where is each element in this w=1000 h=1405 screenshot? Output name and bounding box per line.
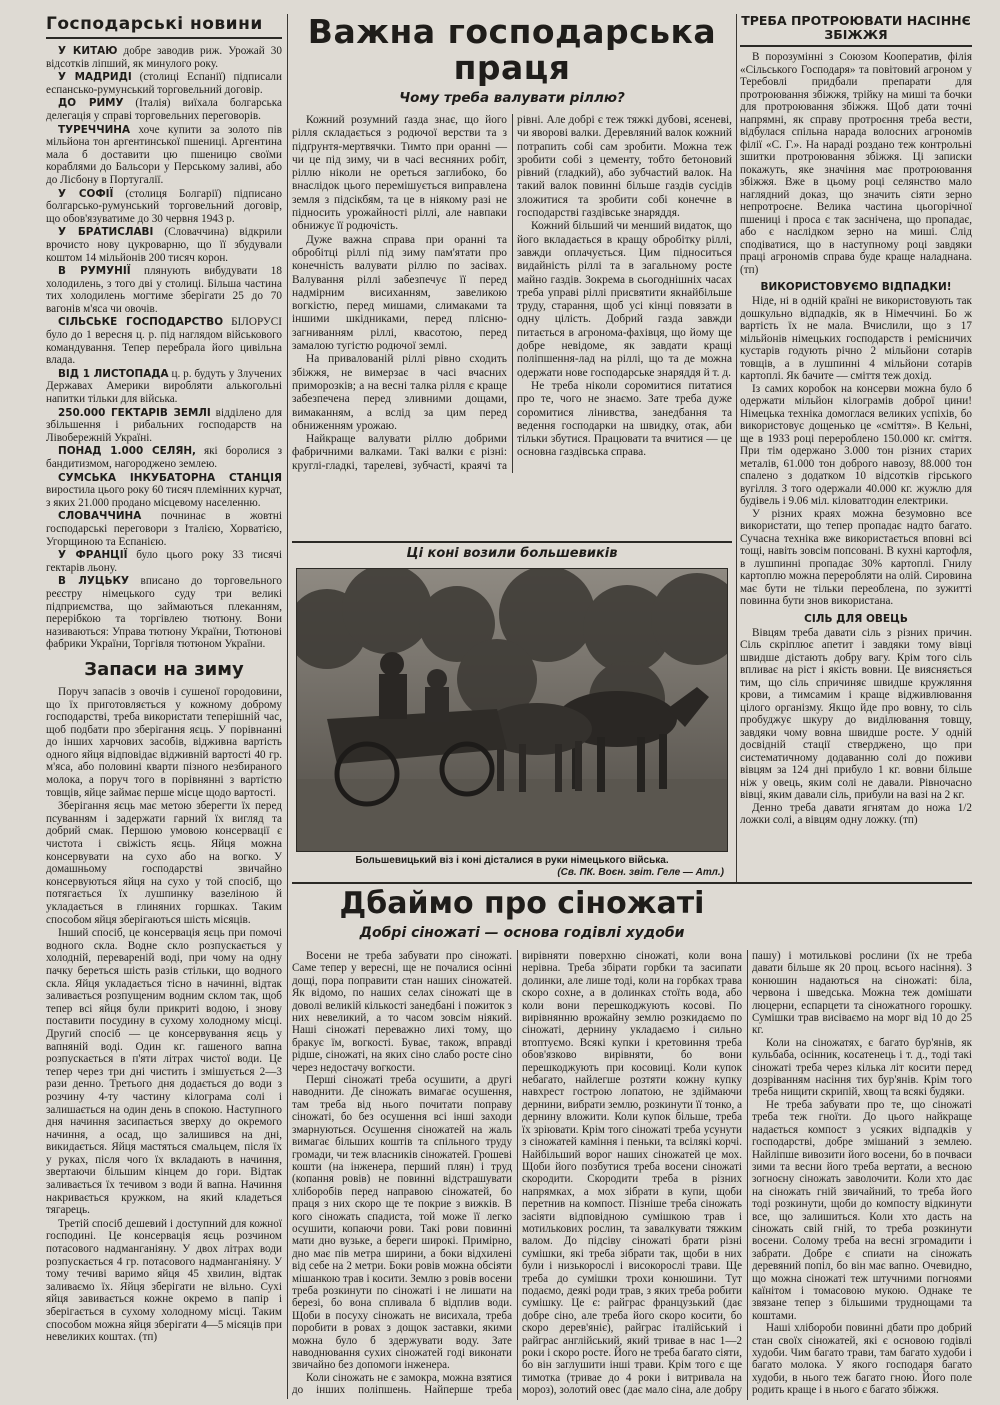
- main-paragraph: Дуже важна справа при оранні та обробітці ріллі під зиму пам'ятати про конечність валувати ріллю по засівах. Валування ріллі забезпечує її перед надмірним висиханням, завеликою вогкістю, перед мишами, слимаками та іншими шкідниками, перед плісню-загниванням ріллі, квасотою, перед замалою тугістю родючої землі.: [292, 233, 507, 353]
- main-paragraph: На привалованій ріллі рівно сходить збіжжя, не вимерзає в часі вчасних приморозків; а на весні талка рілля є краще забезпечена перед зливними дощами, вимаканням, а вслід за цим перед обниженням урожаю.: [292, 353, 507, 432]
- main-article: [292, 14, 732, 539]
- news-item-lead: У МАДРИДІ: [58, 71, 132, 84]
- news-item: 250.000 ГЕКТАРІВ ЗЕМЛІ відділено для збільшення і рибальних господарств на Лівобережній Україні.: [46, 406, 282, 444]
- waste-paragraph: Ніде, ні в одній країні не використовують так дошкульно відпадків, як в Німеччині. Бо ж вартість їх не мала. Вчислили, що з 17 мільйонів німецьких господарств і ремісничих кустарів годують річно 2 мільйони сотарів товщів, а в лушпинні 4 мільйони сотарів картоплі. Як бачите — сміття теж дохід.: [740, 295, 972, 382]
- waste-body: [740, 295, 972, 608]
- stocks-paragraph: Третій спосіб дешевий і доступний для кожної господині. Це консервація яєць розчином потасового надманганіяну. У двох літрах води розпускається 4 гр. потасового надманганіяну. У тому течиві варимо яйця 45 хвилин, відтак заливаємо їх. Яйця зберігати не вільно. Сухі яйця завивається кожне окремо в папір і зберігається в сухому холодному місці. Таким способом можна яйця зберігати 4—5 місяців при невеликих коштах. (тп): [46, 1217, 282, 1344]
- news-item: У МАДРИДІ (столиці Еспанії) підписали еспансько-румунський торговельний договір.: [46, 71, 282, 96]
- news-item-lead: В ЛУЦЬКУ: [58, 575, 129, 588]
- hay-paragraph: Наші хлібороби повинні дбати про добрий стан своїх сіножатей, які є основою годівлі худоби. Чим багато трави, там багато худоби і багато молока. У якого господаря багато худоби, в нього теж багато гною. Його поле родить краще і в нього є багато збіжжя.: [752, 1322, 972, 1397]
- salt-body: [740, 627, 972, 827]
- column-divider: [287, 14, 288, 1399]
- news-item-lead: У БРАТИСЛАВІ: [58, 226, 154, 239]
- news-item: ДО РИМУ (Італія) виїхала болгарська делегація у справі торговельних переговорів.: [46, 97, 282, 122]
- news-item-lead: ПОНАД 1.000 СЕЛЯН,: [58, 445, 196, 458]
- news-item-lead: СУМСЬКА ІНКУБАТОРНА СТАНЦІЯ: [58, 471, 282, 484]
- news-item-lead: 250.000 ГЕКТАРІВ ЗЕМЛІ: [58, 406, 211, 419]
- main-headline: Важна господарська праця: [307, 14, 717, 87]
- main-paragraph: Кожний розумний ґазда знає, що його рілля складається з родючої верстви та з підґрунтя-мертвячки. Тимто при оранні — чи це під зиму, чи в часі весняних робіт, ріллю ніколи не ореться заглибоко, бо внаслідок цього перемішується виправлена земля з підсікбям, та це в ніякому разі не підносить урожайності ріллі, але навпаки обнижує її родючість.: [292, 114, 507, 233]
- section-divider: [292, 882, 972, 884]
- hay-paragraph: Перші сіножаті треба осушити, а другі наводнити. Де сіножать вимагає осушення, там треба від нього почитати поправу сіножаті, бо без осушення всі інші заходи змарнуються. Осушення сіножатей на жаль вимагає більших коштів та спільного труду громади, чи теж власників сіножатей. Грошеві кошти (на інженера, перший плян) і труд (копання ровів) не повинні відстрашувати хліборобів перед направою сіножатей, бо праця з них скоро ще те покрие з вижків. В кого сіножать спадиста, той може її легко осушити, копаючи рови. Такі рови повинні мати дно вузьке, а береги широкі. Примірно, дно має пів метра ширини, а боки відхилені від себе на 2 метри. Боки ровів можна обсіяти мішанкою трав і косити. Землю з ровів восени треба розкинути по сіножаті і не лишати на березі, бо вона спливала б відплив води. Щоби в посуху сіножать не висихала, треба поробити в ровах з дощок заставки, якими можна було б здержувати воду. Зате наводнювання сухих сіножатей годі виконати звичайно без допомоги інженера.: [292, 1074, 512, 1372]
- main-paragraph: Найкраще валувати ріллю добрими фабричними валками. Такі валки є різні: круглі-гладкі, тарелеві, зубчасті, краячі та рівні. Але добрі є теж тяжкі дубові, ясеневі, чи яворові валки. Деревляний валок кожний потрапить собі сам зробити. Можна теж зробити собі з цементу, тобто бетоновий рівний (гладкий), або зубчастий валок. На такий валок повинні більше газдів сусідів зложитися та зробити собі конечне в господарстві газдівське знаряддя.: [292, 114, 732, 472]
- hay-paragraph: Восени не треба забувати про сіножаті. Саме тепер у вересні, ще не почалися осінні дощі, пора поправити стан наших сіножатей. Як відомо, по наших селах сіножаті ще в доволі великій кількості занедбані і пожиток з них невеликий, а то часом зовсім ніякий. Наші сіножаті переважно лихі тому, що бракує їм, вогкості. Буває, також, вправді рідше, сіножаті, на яких сіно слабо росте сіно через недостачу вогкости.: [292, 950, 512, 1074]
- economic-news-rubric: Господарські новини: [46, 14, 282, 39]
- news-item: СЛОВАЧЧИНА почнинає в жовтні господарські переговори з Італією, Хорватією, Угорщиною та Еспанією.: [46, 510, 282, 548]
- column-divider: [736, 14, 737, 884]
- hay-paragraph: Коли на сіножатях, є багато бур'янів, як кульбаба, осінник, косатенець і т. д., тоді такі сіножаті треба через кілька літ косити перед дозріванням насіння тих бур'янів. Крім того треба нищити скрипій, хвощ та всякі будяки.: [752, 1036, 972, 1099]
- hay-headline: Дбаймо про сіножаті: [339, 886, 705, 921]
- stocks-title: Запаси на зиму: [84, 658, 244, 680]
- news-item: СІЛЬСЬКЕ ГОСПОДАРСТВО БІЛОРУСІ було до 1 вересня ц. р. під наглядом військового командування. Тепер перебрала його цивільна влада.: [46, 316, 282, 367]
- photo-caption: [296, 855, 728, 879]
- waste-paragraph: Із самих коробок на консерви можна було б одержати мільйон кілограмів доброї цини! Німецька техніка домоглася великих успіхів, бо використовує дощенько це «сміття». В Кельні, ще в 1933 році перероблено 150.000 кг. сміття. При тім одержано 3.000 тон різних старих металів, 61.000 тон доброго навозу, 88.000 тон спалено з додатком 10 відсотків гірського вугілля. З того одержали 40.000 кг. жужлю для будівель і 9.06 міл. кіловатгодин електрики.: [740, 382, 972, 507]
- news-item: СУМСЬКА ІНКУБАТОРНА СТАНЦІЯ виростила цього року 60 тисяч племінних курчат, з яких 21.000 продано місцевому населенню.: [46, 471, 282, 509]
- news-item: В ЛУЦЬКУ вписано до торговельного реєстру німецького суду три великі підприємства, що займаються плеканням, перерібкою та торгівлею тютюну. Вони називаються: Управа тютюну України, Тютюнові фабрики України, Торгівля тютюном України.: [46, 575, 282, 651]
- news-item-lead: У ФРАНЦІЇ: [58, 549, 128, 562]
- seed-treatment-title: ТРЕБА ПРОТРОЮВАТИ НАСІННЄ ЗБІЖЖЯ: [740, 14, 972, 47]
- stocks-paragraph: Зберігання яєць має метою зберегти їх перед псуванням і задержати гарний їх вигляд та добрий смак. Першою умовою консервації є чистота і свіжість яєць. Яйця можна консервувати на сухо або на вогко. У домашньому господарстві звичайно консервуються яйця на сухо у той спосіб, що потягається їх лушпинку вазеліною й укладається в глиняних горшках. Таким способом яйця зберігаються шість місяців.: [46, 800, 282, 926]
- left-column: [46, 14, 282, 1399]
- hay-subheadline: Добрі сіножаті — основа годівлі худоби: [359, 925, 685, 941]
- photo-credit: (Св. ПК. Воєн. звіт. Геле — Атл.): [557, 867, 724, 878]
- photo-horse-cart-image: [297, 569, 728, 852]
- main-subheadline: Чому треба валувати ріллю?: [399, 90, 625, 106]
- news-item-lead: У СОФІЇ: [58, 187, 114, 200]
- seed-paragraph: В порозумінні з Союзом Кооператив, філія «Сільського Господаря» та повітовий агроном у Теребовлі придбали препарати для протроювання збіжжя, трійку на мишi та бочки для протроювання збіжжя. Щоб дати точні напрямні, як справу протроєння треба вести, відбулася спільна нарада волосних агрономів філії «С. Г.». На нараді роздано теж контрольні зшитки протроювання збіжжя. Ці записки покажуть, яке значіння має протроювання збіжжя. Вже в цьому році селянство мало наглядний доказ, що значить сіяти зерно непротроєне. Велика частина цьогорічної пшениці і проса є так заснічена, що пропадає, або є наслідком зерно на мишi. Слід сподіватися, що в наступному році завдяки праці агрономів справа буде краще наладнана. (тп): [740, 51, 972, 276]
- news-item-lead: СЛОВАЧЧИНА: [58, 510, 142, 523]
- news-item: У СОФІЇ (столиця Болгарії) підписано болгарсько-румунський торговельний договір, що обов'язуватиме до 30 червня 1943 р.: [46, 187, 282, 225]
- salt-paragraph: Денно треба давати ягнятам до ножа 1/2 ложки солі, а вівцям одну ложку. (тп): [740, 801, 972, 826]
- news-item-lead: В РУМУНІЇ: [58, 265, 131, 278]
- hay-paragraph: Не треба забувати про те, що сіножаті треба теж гноїти. До цього найкраще надається компост з усяких відпадків у господарстві, добре змішаний з землею. Найліпше вивозити його восени, бо в почваси зими та весни його треба вертати, а весною зогноєну сіножать заволочити. Коли хто дає на сіножать гній звичайний, то треба його тоді розкинути, щоби до компосту відкинути все, що залишиться. Коли хто дасть на сіножать свій гній, то треба розкинути восени. Солому треба на весні згромадити і забрати. Добре є спиати на сіножать деревяний попіл, бо він має вапно. Очевидно, що можна сіножаті теж штучними погноями каїнітом і томасовою мукою. Однаке те звязане тепер з більшими труднощами та коштами.: [752, 1098, 972, 1322]
- salt-title: СІЛЬ ДЛЯ ОВЕЦЬ: [804, 612, 908, 625]
- news-item-lead: ДО РИМУ: [58, 97, 124, 110]
- news-item: У БРАТИСЛАВІ (Словаччина) відкрили врочисто нову цукроварню, що її збудували коштом 14 мільйонів 200 тисяч корон.: [46, 226, 282, 264]
- stocks-paragraph: Інший спосіб, це консервація яєць при помочі водного скла. Водне скло розпускається у холодній, перевареній воді, при чому на одну пачку береться шість разів стільки, що водного скла. Яйця укладається тісно в начинні, відтак заливається розпущеним водним склом так, щоб тепер всі яйця були прикриті водою, і знову поставити посудину в сухому холодному місці. Другий спосіб — це консервування яєць у вапняній воді. Один кг. гашеного вапна розпускається в п'яти літрах чистої води. Це тепер через три дні чистить і змішується 2—3 рази денно. Третього дня додається до води з розчину 4-ту частину кілограма солі і залишається на один день в спокою. Наступного дня начиння засипається зверху до окремого начиння, а осад, що залишився на дні, викидається. Яйця мастяться смальцем, після їх у руках, після чого їх вкладають в начиння, звертаючи більшим кінцем до гори. Відтак заливається їх течивом з води й вапна. Начиння накривається кружком, на який кладеться тягарець.: [46, 927, 282, 1217]
- hay-body: [292, 950, 972, 1400]
- stocks-article: [46, 686, 282, 1344]
- news-item-lead: ВІД 1 ЛИСТОПАДА: [58, 367, 169, 380]
- news-item: У ФРАНЦІЇ було цього року 33 тисячі гектарів льону.: [46, 549, 282, 574]
- photo-title: Ці коні возили большевиків: [406, 546, 618, 561]
- stocks-paragraph: Поруч запасів з овочів і сушеної городовини, що їх приготовляється у кожному доброму господарстві, треба використати теперішній час, щоб подбати про зберігання яєць. У порівнанні до інших харчових засобів, відживна вартість одного яйця відповідає відживній вартості 40 гр. м'яса, або половині кварти пізного незбираного молока, а поруч того в порівнянні з вартістю товщів, яйце займає перше місце щодо вартості.: [46, 685, 282, 799]
- news-list: [46, 45, 282, 651]
- news-item-lead: СІЛЬСЬКЕ ГОСПОДАРСТВО: [58, 316, 224, 329]
- section-divider: [292, 541, 732, 543]
- hay-paragraph: Коли сіножать не є замокра, можна взятися до інших поліпшень. Найперше треба вирівняти поверхню сіножаті, коли вона нерівна. Треба збірати горбки та засипати долинки, але лише тоді, коли на горбках трава скоро сохне, а в долинках стоїть вода, або коли вони перешкоджують косові. По вирівнянню врожайну землю розкидаємо по сіножаті, дернину укладаємо і сильно втоптуємо. Всякі купки і кретовиння треба обов'язково вирівняти, бо вони перешкоджують при косовиці. Коли купок небагато, найлегше розтяти кожну купку навхрест гострою лопатою, не здіймаючи дернини, вибрати землю, розкинути її тонко, а дернину вложити. Коли купок більше, треба їх зріювати. Крім того сіножаті треба усунути з сіножатей каміння і пеньки, та всілякі корчі. Найбільший ворог наших сіножатей це мох. Щоби його позбутися треба восени сіножаті скородити. Скородити треба в різних напрямках, а мох зібрати в купи, щоби перетнив на компост. Пізніше треба сіножать засіяти відповідною сумішкою трав і мотилькових рослин, та завалкувати тяжким валом. До підсіву сіножаті брати різні сумішки, які треба зібрати так, щоби в них були і низькорослі і високорослі трави. Ще треба до сумішки трохи конюшини. Тут подаємо, деякі роди трав, з яких треба робити сумішку. Це є: райграс французький (дає добре сіно, але треба його скоро косити, бо скоро дерев'яніє), райграс італійський і райграс англійський, який тривае в нас 1—2 роки і скоро росте. Його не треба багато сіяти, бо він заглушити інші трави. Крім того є ще тимотка (тривае до 4 роки і витривала на мороз), золотий овес (дає мало сіна, але добру пашу) і мотилькові рослини (їх не треба давати більше як 20 проц. всього насіння). З конюшин надаються на сіножаті: біла, червона і шведська. Можна теж домішати люцерни, еспарцети та сіножатного горошку. Сумішки трав висіваємо на морг від 10 до 25 кг.: [292, 950, 972, 1397]
- news-item: У КИТАЮ добре заводив риж. Урожай 30 відсотків ліпший, як минулого року.: [46, 45, 282, 70]
- salt-paragraph: Вівцям треба давати сіль з різних причин. Сіль скріплює апетит і завдяки тому вівці швидше дістають добру вагу. Крім того сіль впливає на ріст і якість вовни. Це виясняється тим, що сіль спричиняє швидше кружляння крови, а тимсамим і краще відживлювання цілого організму. Якщо йде про вовну, то сіль пробуджує шкуру до виділювання товщу, завдяки чому вовна швидше росте. У одній досвідній стації стверджено, що при систематичному додаванню солі до поживи вівцям за 124 дні прибуло 1 кг. вовни більше ніж у овець, яким солі не давали. Рівночасно вівці, яким давали сіль, прибули на вазі на 2 кг.: [740, 626, 972, 801]
- news-item-lead: У КИТАЮ: [58, 45, 118, 57]
- photo-caption-text: Большевицький віз і коні дісталися в руки німецького війська.: [355, 855, 669, 866]
- photo-horse-cart: [296, 568, 728, 852]
- news-item: ВІД 1 ЛИСТОПАДА ц. р. будуть у Злучених Державах Америки виробляти алькогольні напитки тільки для війська.: [46, 367, 282, 406]
- news-item: ПОНАД 1.000 СЕЛЯН, які боролися з бандитизмом, нагороджено землею.: [46, 445, 282, 470]
- main-body: [292, 114, 732, 473]
- main-paragraph: Не треба ніколи соромитися питатися про те, чого не знаємо. Зате треба дуже соромитися лінивства, занедбання та ведення господарки на швидку, отак, аби тільки збутися. Працювати та вчитися — це основна газдівська справа.: [517, 379, 732, 459]
- main-paragraph: Кожний більший чи менший видаток, що його вкладається в кращу обробітку ріллі, завжди оплачується. Цим підноситься видайність ріллі та в загальному росте майно газдів. Зокрема в сьогоднішніх часах треба управі ріллі присвятити якнайбільше труду, старання, щоб усі кінці повязати в одну цілість. Добрий газда завжди питається в агронома-фахівця, що йому ще добре невідоме, як завдати кращі поліпшення-лад на ріллі, що та де можна одержати нове господарське знаряддя й т. д.: [517, 220, 732, 379]
- news-item: В РУМУНІЇ плянують вибудувати 18 холодилень, з того дві у столиці. Більша частина тих холодилень могтиме зберігати 25 до 70 вагонів м'яса чи овочів.: [46, 265, 282, 315]
- right-column: [740, 14, 972, 884]
- waste-paragraph: У різних краях можна безумовно все використати, що тепер пропадає надто багато. Сучасна техніка вже використається вповні всі тощі, навіть зовсім попсовані. В кухні картофля, в лушпинні пропадає 30% картоплі. Гнилу картоплю можна переробляти на олій. Сировина має бути не тільки переоблена, по зужитті повинна бути знов використана.: [740, 507, 972, 607]
- news-item-lead: ТУРЕЧЧИНА: [58, 123, 131, 136]
- seed-treatment-body: [740, 51, 972, 276]
- waste-title: ВИКОРИСТОВУЄМО ВІДПАДКИ!: [760, 281, 952, 293]
- news-item: ТУРЕЧЧИНА хоче купити за золото пів мільйона тон аргентинської пшениці. Аргентина мала б доставити цю пшеницю своїми кораблями до Бальсори у Перському заливі, або до Лісбону в Португалії.: [46, 123, 282, 186]
